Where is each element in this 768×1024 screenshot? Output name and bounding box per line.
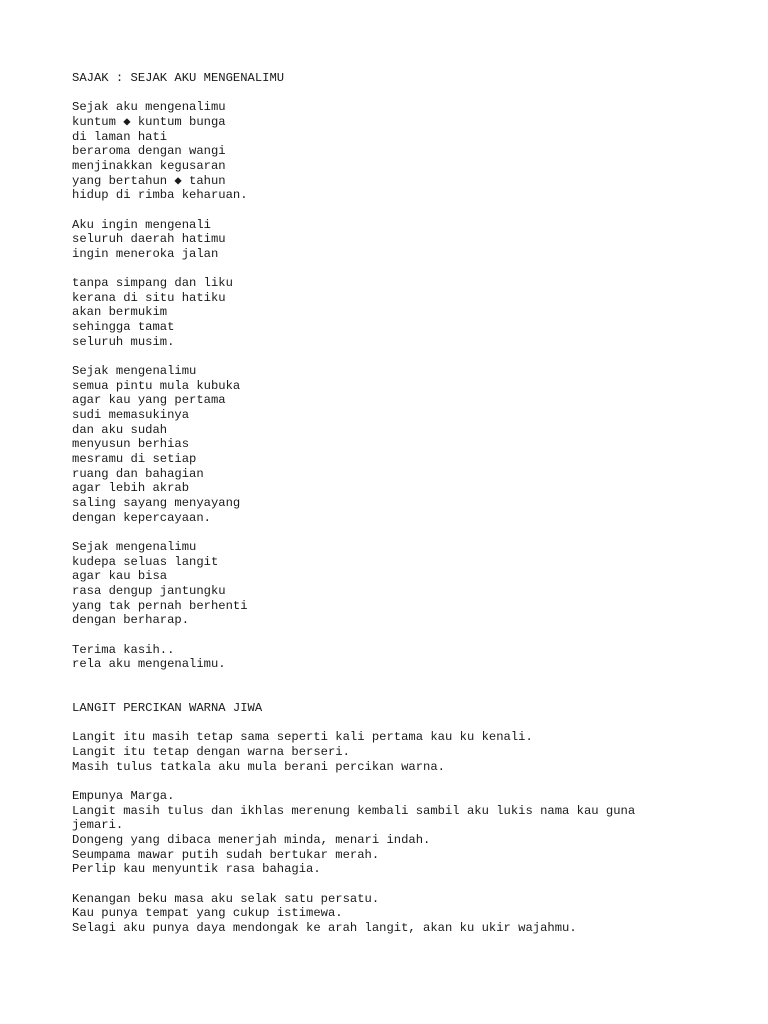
spacer <box>72 774 752 789</box>
poem-line: akan bermukim <box>72 305 168 320</box>
spacer <box>72 86 752 101</box>
poem-1-stanza-1 <box>72 100 752 203</box>
poem-line: rela aku mengenalimu. <box>72 657 226 672</box>
poem-line: yang tak pernah berhenti <box>72 598 248 613</box>
poem-line: Sejak aku mengenalimu <box>72 100 226 115</box>
spacer <box>72 628 752 643</box>
poem-line: Langit itu tetap dengan warna berseri. <box>72 745 350 760</box>
poem-line: tanpa simpang dan liku <box>72 276 233 291</box>
poem-1-title: SAJAK : SEJAK AKU MENGENALIMU <box>72 71 285 85</box>
poem-line: Dongeng yang dibaca menerjah minda, menari indah. <box>72 832 431 847</box>
poem-line: sudi memasukinya <box>72 408 190 423</box>
spacer <box>72 877 752 892</box>
poem-2-title: LANGIT PERCIKAN WARNA JIWA <box>72 701 263 716</box>
poem-line: Terima kasih.. <box>72 642 175 657</box>
document-page <box>72 71 752 936</box>
poem-line: ingin meneroka jalan <box>72 246 219 261</box>
spacer <box>72 672 752 701</box>
poem-line: Masih tulus tatkala aku mula berani percikan warna. <box>72 759 445 774</box>
poem-line: jemari. <box>72 818 124 833</box>
spacer <box>72 203 752 218</box>
poem-line: kudepa seluas langit <box>72 554 219 569</box>
poem-line: Seumpama mawar putih sudah bertukar merah. <box>72 847 380 862</box>
poem-line: kerana di situ hatiku <box>72 290 226 305</box>
poem-line: ruang dan bahagian <box>72 466 204 481</box>
poem-line: Aku ingin mengenali <box>72 217 211 232</box>
poem-1-stanza-6 <box>72 643 752 672</box>
poem-line: Langit masih tulus dan ikhlas merenung kembali sambil aku lukis nama kau guna <box>72 803 636 818</box>
poem-2-stanza-2 <box>72 789 752 877</box>
poem-line: Kau punya tempat yang cukup istimewa. <box>72 906 343 921</box>
poem-line: dan aku sudah <box>72 422 168 437</box>
poem-line: Selagi aku punya daya mendongak ke arah langit, akan ku ukir wajahmu. <box>72 920 577 935</box>
spacer <box>72 349 752 364</box>
spacer <box>72 716 752 731</box>
poem-line: di laman hati <box>72 129 168 144</box>
poem-1-stanza-2 <box>72 218 752 262</box>
poem-line: beraroma dengan wangi <box>72 144 226 159</box>
spacer <box>72 262 752 277</box>
poem-line: Langit itu masih tetap sama seperti kali pertama kau ku kenali. <box>72 730 533 745</box>
poem-line: dengan berharap. <box>72 613 190 628</box>
poem-1-stanza-3 <box>72 276 752 349</box>
poem-1-stanza-5 <box>72 540 752 628</box>
poem-line: Sejak mengenalimu <box>72 539 197 554</box>
poem-line: hidup di rimba keharuan. <box>72 188 248 203</box>
poem-line: Perlip kau menyuntik rasa bahagia. <box>72 862 321 877</box>
poem-line: semua pintu mula kubuka <box>72 378 241 393</box>
poem-line: Empunya Marga. <box>72 789 175 804</box>
poem-line: Kenangan beku masa aku selak satu persatu. <box>72 891 380 906</box>
poem-line: menjinakkan kegusaran <box>72 158 226 173</box>
poem-line: agar kau bisa <box>72 569 168 584</box>
poem-2-stanza-1 <box>72 730 752 774</box>
poem-line: saling sayang menyayang <box>72 495 241 510</box>
poem-line: menyusun berhias <box>72 437 190 452</box>
poem-line: agar kau yang pertama <box>72 393 226 408</box>
poem-line: yang bertahun ◆ tahun <box>72 173 226 188</box>
poem-line: mesramu di setiap <box>72 452 197 466</box>
poem-line: kuntum ◆ kuntum bunga <box>72 114 226 129</box>
poem-line: sehingga tamat <box>72 320 175 335</box>
spacer <box>72 525 752 540</box>
poem-1-stanza-4 <box>72 364 752 525</box>
poem-line: dengan kepercayaan. <box>72 510 211 525</box>
poem-line: seluruh daerah hatimu <box>72 232 226 247</box>
poem-line: rasa dengup jantungku <box>72 583 226 598</box>
poem-line: Sejak mengenalimu <box>72 364 197 379</box>
poem-2-stanza-3 <box>72 892 752 936</box>
poem-line: seluruh musim. <box>72 334 175 349</box>
poem-line: agar lebih akrab <box>72 481 190 496</box>
